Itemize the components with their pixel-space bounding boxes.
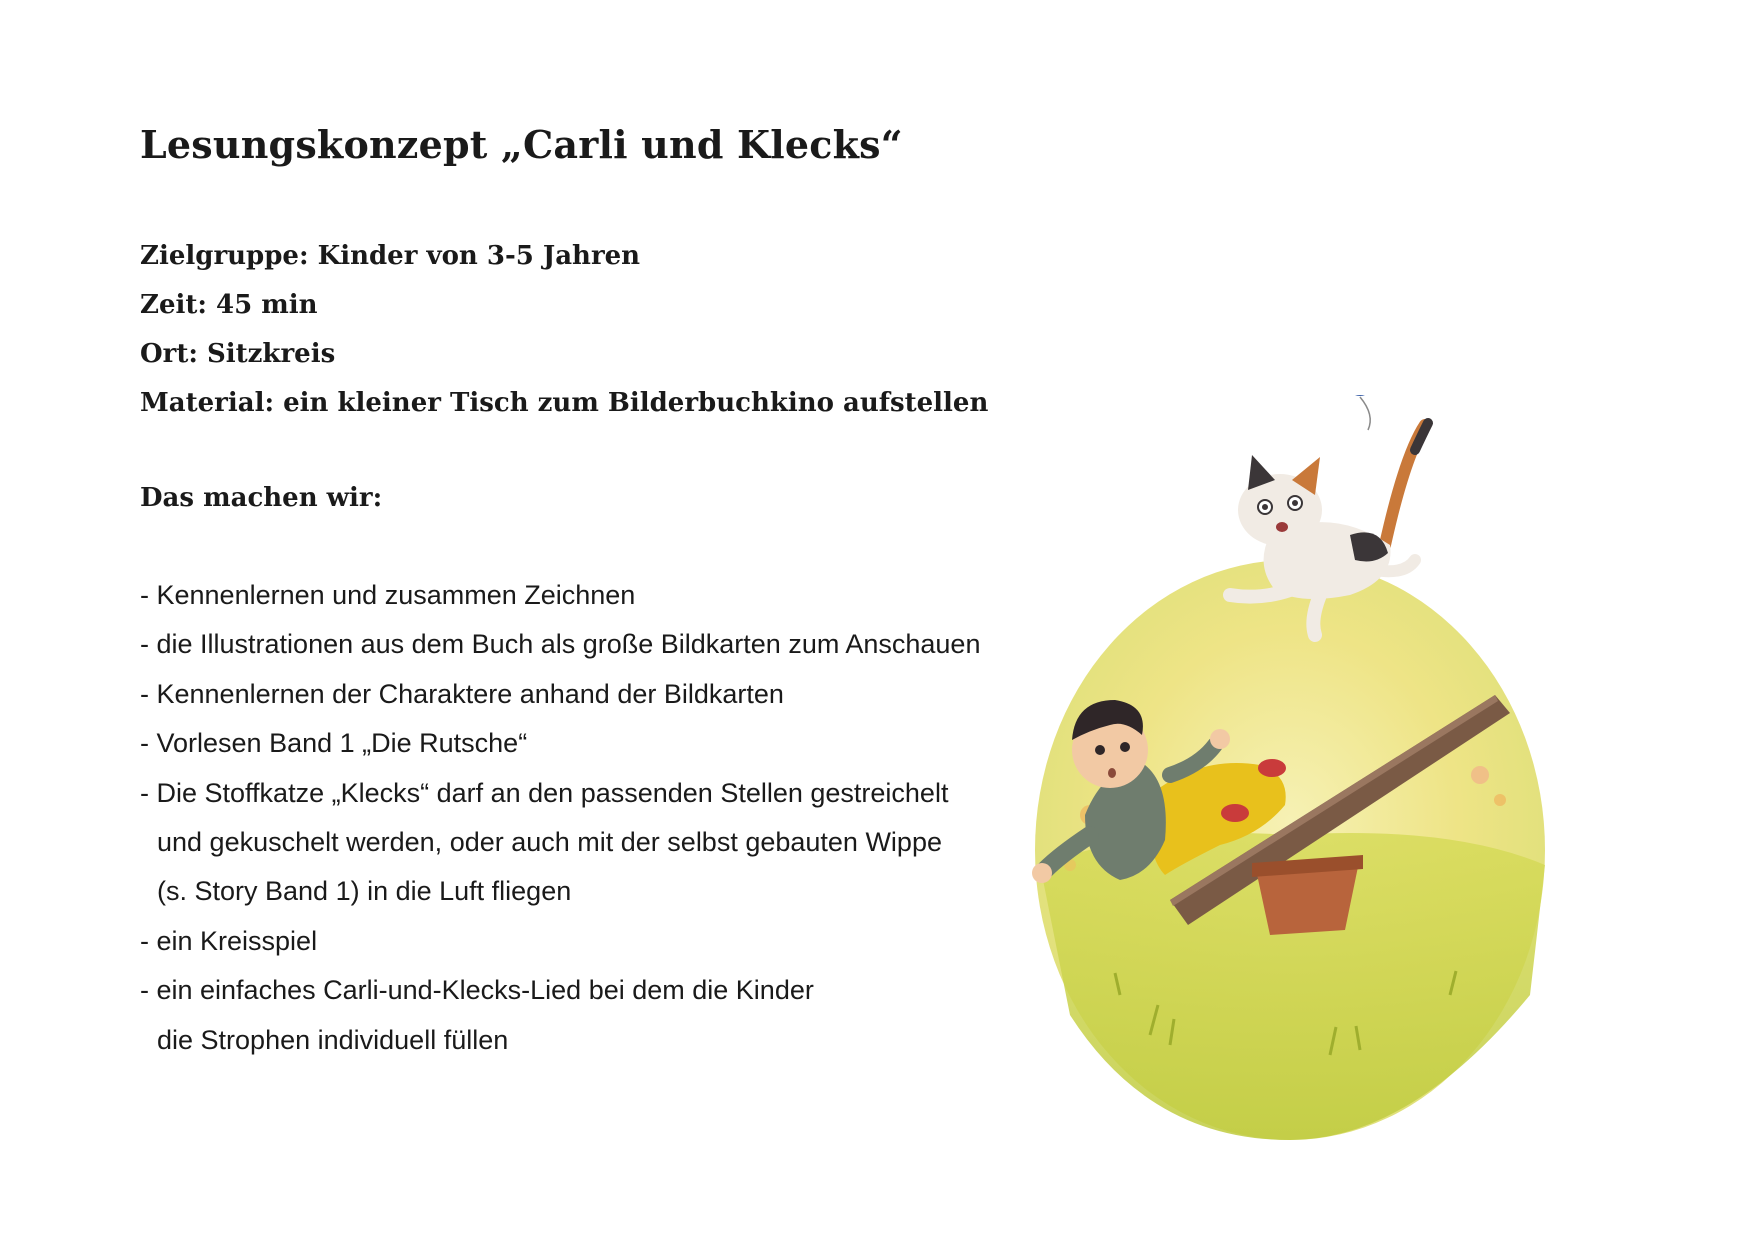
page-title: Lesungskonzept „Carli und Klecks“	[140, 122, 903, 167]
target-group-line: Zielgruppe: Kinder von 3-5 Jahren	[140, 241, 641, 271]
duration-line: Zeit: 45 min	[140, 290, 318, 320]
location-line: Ort: Sitzkreis	[140, 339, 336, 369]
activity-list	[140, 571, 1040, 1065]
list-item-continuation: die Strophen individuell füllen	[157, 1024, 509, 1055]
list-item: - ein Kreisspiel	[140, 925, 318, 956]
list-item: - die Illustrationen aus dem Buch als große Bildkarten zum Anschauen	[140, 629, 981, 660]
list-item: - Kennenlernen der Charaktere anhand der Bildkarten	[140, 678, 784, 709]
list-item-continuation: und gekuschelt werden, oder auch mit der selbst gebauten Wippe	[157, 826, 942, 857]
list-item: - Vorlesen Band 1 „Die Rutsche“	[140, 728, 528, 759]
list-item: - Die Stoffkatze „Klecks“ darf an den passenden Stellen gestreichelt	[140, 777, 949, 808]
info-block	[140, 232, 988, 428]
material-line: Material: ein kleiner Tisch zum Bilderbuchkino aufstellen	[140, 388, 989, 418]
illustration-child-seesaw-cat	[1030, 395, 1610, 1155]
list-item-continuation: (s. Story Band 1) in die Luft fliegen	[157, 876, 572, 907]
section-heading: Das machen wir:	[140, 483, 383, 513]
list-item: - ein einfaches Carli-und-Klecks-Lied bei dem die Kinder	[140, 975, 814, 1006]
list-item: - Kennenlernen und zusammen Zeichnen	[140, 580, 636, 610]
fly-figure	[1345, 395, 1375, 430]
